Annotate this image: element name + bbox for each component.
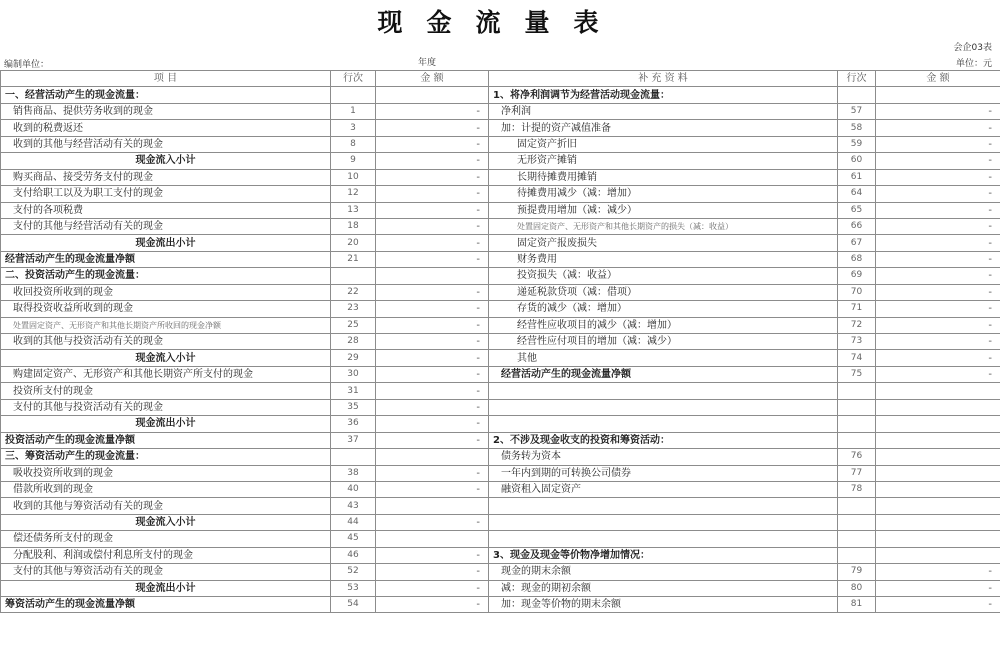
table-row (1, 498, 1000, 514)
right-line-cell: 75 (838, 366, 876, 382)
left-item-cell: 分配股利、利润或偿付利息所支付的现金 (1, 547, 331, 563)
right-amount-cell: - (876, 251, 1000, 267)
right-line-cell: 73 (838, 334, 876, 350)
right-amount-cell (876, 449, 1000, 465)
table-row (1, 547, 1000, 563)
right-item-cell (489, 399, 838, 415)
left-item-cell: 购建固定资产、无形资产和其他长期资产所支付的现金 (1, 366, 331, 382)
table-row (1, 383, 1000, 399)
right-line-cell: 79 (838, 564, 876, 580)
left-item-cell: 现金流入小计 (1, 514, 331, 530)
right-line-cell: 60 (838, 153, 876, 169)
right-line-cell (838, 383, 876, 399)
table-row (1, 449, 1000, 465)
left-item-cell: 收到的其他与投资活动有关的现金 (1, 334, 331, 350)
left-item-cell: 投资所支付的现金 (1, 383, 331, 399)
left-amount-cell: - (376, 547, 489, 563)
left-amount-cell: - (376, 218, 489, 234)
right-item-cell (489, 498, 838, 514)
right-amount-cell (876, 547, 1000, 563)
right-amount-cell (876, 87, 1000, 103)
left-amount-cell: - (376, 580, 489, 596)
right-amount-cell (876, 465, 1000, 481)
right-amount-cell (876, 498, 1000, 514)
left-line-cell: 20 (331, 235, 376, 251)
right-line-cell (838, 514, 876, 530)
right-line-cell: 65 (838, 202, 876, 218)
left-amount-cell: - (376, 514, 489, 530)
table-row (1, 366, 1000, 382)
right-item-cell (489, 531, 838, 547)
right-amount-cell: - (876, 218, 1000, 234)
left-item-cell: 收到的税费返还 (1, 120, 331, 136)
left-amount-cell: - (376, 136, 489, 152)
left-item-cell: 销售商品、提供劳务收到的现金 (1, 103, 331, 119)
left-amount-cell: - (376, 465, 489, 481)
table-header-row (1, 71, 1000, 87)
right-item-cell: 无形资产摊销 (489, 153, 838, 169)
left-amount-cell: - (376, 186, 489, 202)
right-item-cell: 长期待摊费用摊销 (489, 169, 838, 185)
table-row (1, 103, 1000, 119)
left-item-cell: 收到的其他与经营活动有关的现金 (1, 136, 331, 152)
left-line-cell: 54 (331, 597, 376, 613)
table-row (1, 284, 1000, 300)
right-line-cell: 64 (838, 186, 876, 202)
left-amount-cell: - (376, 120, 489, 136)
right-item-cell: 债务转为资本 (489, 449, 838, 465)
left-amount-cell: - (376, 350, 489, 366)
right-line-cell: 76 (838, 449, 876, 465)
page-title: 现金流量表 (377, 8, 623, 37)
left-amount-cell: - (376, 251, 489, 267)
right-item-cell: 其他 (489, 350, 838, 366)
year-label: 年度 (418, 58, 437, 68)
right-amount-cell (876, 481, 1000, 497)
right-item-cell: 固定资产报废损失 (489, 235, 838, 251)
left-line-cell: 25 (331, 317, 376, 333)
org-label: 编制单位： (4, 60, 50, 70)
right-amount-cell: - (876, 597, 1000, 613)
right-line-cell: 80 (838, 580, 876, 596)
table-row (1, 465, 1000, 481)
left-amount-cell: - (376, 301, 489, 317)
left-amount-cell: - (376, 103, 489, 119)
table-row (1, 235, 1000, 251)
left-amount-cell: - (376, 481, 489, 497)
left-line-cell: 31 (331, 383, 376, 399)
right-amount-cell: - (876, 103, 1000, 119)
right-amount-cell (876, 514, 1000, 530)
right-item-cell: 3、现金及现金等价物净增加情况： (489, 547, 838, 563)
left-amount-cell: - (376, 202, 489, 218)
right-line-cell: 66 (838, 218, 876, 234)
left-line-cell: 30 (331, 366, 376, 382)
right-item-cell: 财务费用 (489, 251, 838, 267)
right-item-cell: 融资租入固定资产 (489, 481, 838, 497)
left-amount-cell: - (376, 284, 489, 300)
right-item-cell: 一年内到期的可转换公司债券 (489, 465, 838, 481)
right-line-cell (838, 87, 876, 103)
left-line-cell: 8 (331, 136, 376, 152)
left-line-cell: 53 (331, 580, 376, 596)
left-line-cell (331, 268, 376, 284)
right-item-cell: 递延税款贷项（减：借项） (489, 284, 838, 300)
left-line-cell: 12 (331, 186, 376, 202)
right-amount-cell: - (876, 350, 1000, 366)
table-row (1, 153, 1000, 169)
right-item-cell: 预提费用增加（减：减少） (489, 202, 838, 218)
left-item-cell: 购买商品、接受劳务支付的现金 (1, 169, 331, 185)
right-amount-cell: - (876, 235, 1000, 251)
header-line-2: 行次 (838, 71, 876, 87)
table-row (1, 186, 1000, 202)
table-row (1, 416, 1000, 432)
right-line-cell: 74 (838, 350, 876, 366)
right-item-cell: 经营活动产生的现金流量净额 (489, 366, 838, 382)
right-item-cell: 现金的期末余额 (489, 564, 838, 580)
table-row (1, 514, 1000, 530)
left-item-cell: 筹资活动产生的现金流量净额 (1, 597, 331, 613)
right-amount-cell: - (876, 186, 1000, 202)
right-item-cell: 待摊费用减少（减：增加） (489, 186, 838, 202)
table-row (1, 301, 1000, 317)
left-amount-cell: - (376, 169, 489, 185)
left-amount-cell (376, 449, 489, 465)
right-amount-cell: - (876, 169, 1000, 185)
table-row (1, 481, 1000, 497)
right-amount-cell: - (876, 564, 1000, 580)
left-item-cell: 吸收投资所收到的现金 (1, 465, 331, 481)
right-amount-cell: - (876, 301, 1000, 317)
right-line-cell (838, 432, 876, 448)
right-amount-cell: - (876, 366, 1000, 382)
left-item-cell: 支付的其他与经营活动有关的现金 (1, 218, 331, 234)
left-line-cell: 37 (331, 432, 376, 448)
left-line-cell: 52 (331, 564, 376, 580)
left-line-cell: 28 (331, 334, 376, 350)
left-item-cell: 支付的其他与筹资活动有关的现金 (1, 564, 331, 580)
right-amount-cell: - (876, 317, 1000, 333)
left-amount-cell: - (376, 416, 489, 432)
left-item-cell: 现金流出小计 (1, 235, 331, 251)
right-line-cell (838, 531, 876, 547)
left-amount-cell: - (376, 432, 489, 448)
right-amount-cell: - (876, 284, 1000, 300)
left-amount-cell: - (376, 597, 489, 613)
left-item-cell: 偿还债务所支付的现金 (1, 531, 331, 547)
table-row (1, 580, 1000, 596)
table-row (1, 169, 1000, 185)
left-line-cell: 18 (331, 218, 376, 234)
left-item-cell: 收到的其他与筹资活动有关的现金 (1, 498, 331, 514)
right-item-cell: 加：现金等价物的期末余额 (489, 597, 838, 613)
right-item-cell: 经营性应付项目的增加（减：减少） (489, 334, 838, 350)
left-line-cell: 45 (331, 531, 376, 547)
right-item-cell (489, 383, 838, 399)
right-item-cell: 存货的减少（减：增加） (489, 301, 838, 317)
right-item-cell: 投资损失（减：收益） (489, 268, 838, 284)
left-amount-cell: - (376, 334, 489, 350)
left-amount-cell: - (376, 383, 489, 399)
table-row (1, 432, 1000, 448)
left-item-cell: 现金流入小计 (1, 153, 331, 169)
left-item-cell: 二、投资活动产生的现金流量： (1, 268, 331, 284)
table-row (1, 87, 1000, 103)
right-line-cell: 78 (838, 481, 876, 497)
right-item-cell: 1、将净利润调节为经营活动现金流量： (489, 87, 838, 103)
left-item-cell: 支付的其他与投资活动有关的现金 (1, 399, 331, 415)
header-line: 行次 (331, 71, 376, 87)
right-line-cell: 57 (838, 103, 876, 119)
left-item-cell: 现金流出小计 (1, 416, 331, 432)
left-line-cell: 9 (331, 153, 376, 169)
left-amount-cell (376, 268, 489, 284)
right-line-cell: 72 (838, 317, 876, 333)
header-amount-2: 金 额 (876, 71, 1000, 87)
left-line-cell: 10 (331, 169, 376, 185)
right-line-cell: 71 (838, 301, 876, 317)
left-item-cell: 借款所收到的现金 (1, 481, 331, 497)
right-amount-cell (876, 383, 1000, 399)
left-line-cell: 23 (331, 301, 376, 317)
right-line-cell: 81 (838, 597, 876, 613)
left-line-cell: 40 (331, 481, 376, 497)
right-line-cell (838, 547, 876, 563)
right-line-cell: 58 (838, 120, 876, 136)
table-row (1, 564, 1000, 580)
right-amount-cell: - (876, 334, 1000, 350)
left-line-cell: 3 (331, 120, 376, 136)
left-item-cell: 支付给职工以及为职工支付的现金 (1, 186, 331, 202)
right-amount-cell: - (876, 268, 1000, 284)
right-item-cell (489, 514, 838, 530)
left-line-cell: 35 (331, 399, 376, 415)
currency-unit: 单位：元 (955, 59, 992, 69)
left-line-cell: 44 (331, 514, 376, 530)
left-amount-cell (376, 87, 489, 103)
right-item-cell: 固定资产折旧 (489, 136, 838, 152)
left-item-cell: 投资活动产生的现金流量净额 (1, 432, 331, 448)
right-item-cell: 经营性应收项目的减少（减：增加） (489, 317, 838, 333)
right-item-cell: 净利润 (489, 103, 838, 119)
left-line-cell: 36 (331, 416, 376, 432)
right-line-cell: 68 (838, 251, 876, 267)
table-row (1, 399, 1000, 415)
right-item-cell: 加：计提的资产减值准备 (489, 120, 838, 136)
left-line-cell: 13 (331, 202, 376, 218)
left-amount-cell: - (376, 564, 489, 580)
left-amount-cell: - (376, 153, 489, 169)
right-amount-cell (876, 416, 1000, 432)
table-row (1, 597, 1000, 613)
form-code: 会企03表 (953, 43, 992, 53)
left-item-cell: 现金流出小计 (1, 580, 331, 596)
left-item-cell: 经营活动产生的现金流量净额 (1, 251, 331, 267)
left-item-cell: 支付的各项税费 (1, 202, 331, 218)
left-item-cell: 处置固定资产、无形资产和其他长期资产所收回的现金净额 (1, 317, 331, 333)
right-amount-cell: - (876, 153, 1000, 169)
right-amount-cell (876, 531, 1000, 547)
right-line-cell: 59 (838, 136, 876, 152)
right-line-cell: 77 (838, 465, 876, 481)
left-amount-cell: - (376, 235, 489, 251)
cash-flow-table (0, 70, 1000, 613)
right-amount-cell (876, 399, 1000, 415)
left-line-cell: 38 (331, 465, 376, 481)
right-line-cell: 69 (838, 268, 876, 284)
left-line-cell: 21 (331, 251, 376, 267)
left-item-cell: 收回投资所收到的现金 (1, 284, 331, 300)
header-amount: 金 额 (376, 71, 489, 87)
right-amount-cell: - (876, 202, 1000, 218)
left-line-cell: 22 (331, 284, 376, 300)
left-amount-cell: - (376, 317, 489, 333)
left-item-cell: 一、经营活动产生的现金流量： (1, 87, 331, 103)
right-line-cell: 61 (838, 169, 876, 185)
right-line-cell: 70 (838, 284, 876, 300)
left-amount-cell: - (376, 399, 489, 415)
right-amount-cell: - (876, 136, 1000, 152)
left-item-cell: 现金流入小计 (1, 350, 331, 366)
right-item-cell (489, 416, 838, 432)
right-line-cell (838, 399, 876, 415)
table-row (1, 202, 1000, 218)
right-line-cell: 67 (838, 235, 876, 251)
right-item-cell: 2、不涉及现金收支的投资和筹资活动： (489, 432, 838, 448)
table-row (1, 268, 1000, 284)
left-line-cell (331, 87, 376, 103)
left-amount-cell (376, 531, 489, 547)
left-line-cell: 43 (331, 498, 376, 514)
left-amount-cell: - (376, 366, 489, 382)
table-row (1, 334, 1000, 350)
right-amount-cell: - (876, 580, 1000, 596)
table-row (1, 317, 1000, 333)
right-item-cell: 处置固定资产、无形资产和其他长期资产的损失（减：收益） (489, 218, 838, 234)
header-item: 项 目 (1, 71, 331, 87)
table-row (1, 531, 1000, 547)
right-amount-cell: - (876, 120, 1000, 136)
right-line-cell (838, 498, 876, 514)
left-line-cell (331, 449, 376, 465)
left-amount-cell (376, 498, 489, 514)
left-line-cell: 1 (331, 103, 376, 119)
left-item-cell: 三、筹资活动产生的现金流量： (1, 449, 331, 465)
header-supplementary: 补 充 资 料 (489, 71, 838, 87)
table-row (1, 350, 1000, 366)
table-row (1, 251, 1000, 267)
table-row (1, 120, 1000, 136)
right-item-cell: 减：现金的期初余额 (489, 580, 838, 596)
right-line-cell (838, 416, 876, 432)
right-amount-cell (876, 432, 1000, 448)
left-item-cell: 取得投资收益所收到的现金 (1, 301, 331, 317)
left-line-cell: 46 (331, 547, 376, 563)
table-row (1, 218, 1000, 234)
table-row (1, 136, 1000, 152)
left-line-cell: 29 (331, 350, 376, 366)
